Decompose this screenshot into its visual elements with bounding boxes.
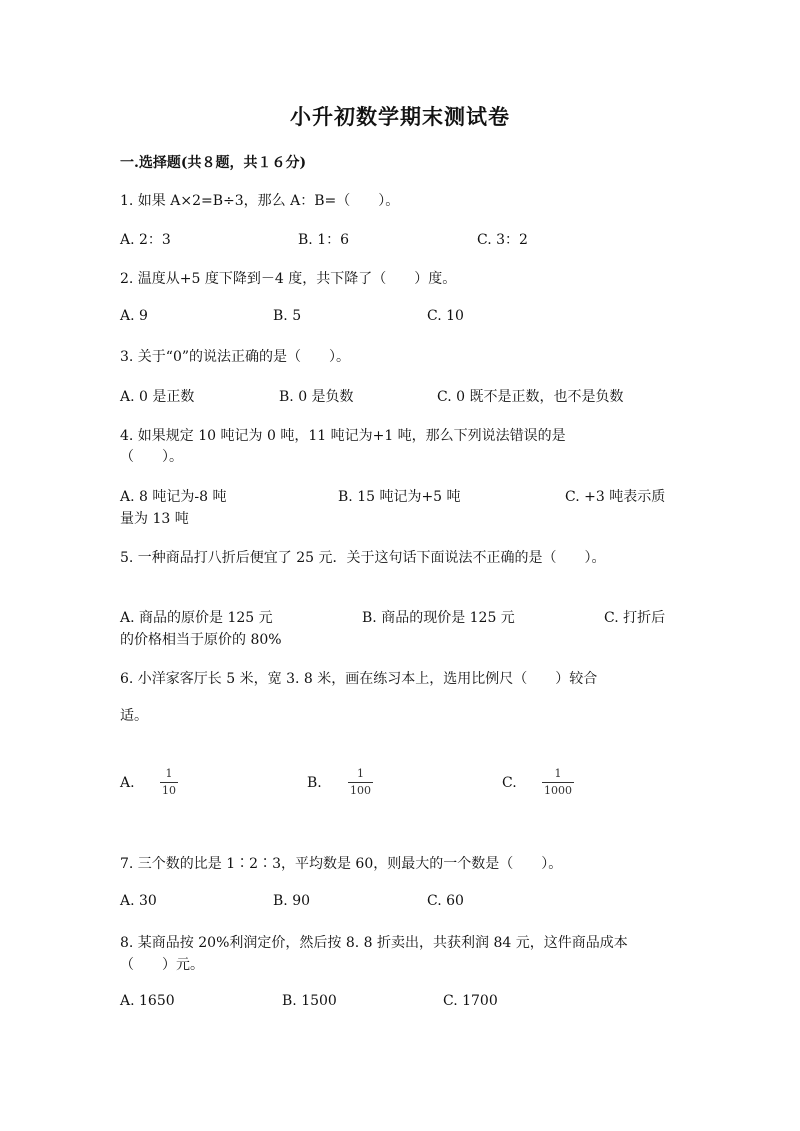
q6-option-b: B. [307, 775, 322, 791]
q7-option-a: A. 30 [120, 893, 157, 909]
question-8-cont: （ ）元。 [120, 957, 204, 973]
q5-option-c-cont: 的价格相当于原价的 80% [120, 632, 282, 648]
q6-fraction-a-numerator: 1 [165, 767, 173, 780]
q8-option-b: B. 1500 [282, 993, 337, 1009]
q6-fraction-c-numerator: 1 [554, 767, 562, 780]
question-2: 2. 温度从+5 度下降到－4 度，共下降了（ ）度。 [120, 271, 457, 287]
q6-fraction-b [348, 767, 373, 797]
q6-fraction-a-denominator: 10 [162, 784, 176, 797]
q1-option-c: C. 3：2 [477, 232, 528, 248]
fraction-bar [348, 782, 373, 783]
q6-fraction-a [160, 767, 178, 797]
question-4-cont: （ ）。 [120, 449, 183, 465]
q3-option-a: A. 0 是正数 [120, 389, 195, 405]
q6-option-c: C. [502, 775, 517, 791]
question-7: 7. 三个数的比是 1∶2∶3，平均数是 60，则最大的一个数是（ ）。 [120, 856, 563, 872]
question-1: 1. 如果 A×2=B÷3，那么 A：B=（ ）。 [120, 193, 400, 209]
q4-option-b: B. 15 吨记为+5 吨 [338, 489, 461, 505]
q2-option-b: B. 5 [273, 308, 302, 324]
q8-option-a: A. 1650 [120, 993, 175, 1009]
q5-option-c: C. 打折后 [604, 610, 666, 626]
q4-option-a: A. 8 吨记为-8 吨 [120, 489, 227, 505]
question-5: 5. 一种商品打八折后便宜了 25 元．关于这句话下面说法不正确的是（ ）。 [120, 550, 606, 566]
q6-fraction-b-numerator: 1 [357, 767, 364, 780]
question-4: 4. 如果规定 10 吨记为 0 吨，11 吨记为+1 吨，那么下列说法错误的是 [120, 428, 566, 444]
q6-fraction-c-denominator: 1000 [544, 784, 572, 797]
q6-option-a: A. [120, 775, 135, 791]
q4-option-c: C. +3 吨表示质 [565, 489, 666, 505]
q2-option-a: A. 9 [120, 308, 148, 324]
q1-option-a: A. 2：3 [120, 232, 171, 248]
section-heading: 一.选择题(共８题，共１６分) [120, 155, 307, 171]
q7-option-c: C. 60 [427, 893, 464, 909]
q3-option-c: C. 0 既不是正数，也不是负数 [437, 389, 624, 405]
fraction-bar [160, 782, 178, 783]
question-3: 3. 关于“0”的说法正确的是（ ）。 [120, 349, 351, 365]
q6-fraction-b-denominator: 100 [350, 784, 371, 797]
q6-fraction-c [542, 767, 574, 797]
page-title: 小升初数学期末测试卷 [290, 104, 510, 129]
question-8: 8. 某商品按 20%利润定价，然后按 8. 8 折卖出，共获利润 84 元，这件商品成本 [120, 935, 628, 951]
q7-option-b: B. 90 [273, 893, 311, 909]
fraction-bar [542, 782, 574, 783]
q1-option-b: B. 1：6 [298, 232, 350, 248]
question-6-cont: 适。 [120, 708, 148, 724]
q2-option-c: C. 10 [427, 308, 464, 324]
question-6: 6. 小洋家客厅长 5 米，宽 3. 8 米，画在练习本上，选用比例尺（ ）较合 [120, 671, 598, 687]
q5-option-b: B. 商品的现价是 125 元 [362, 610, 515, 626]
q5-option-a: A. 商品的原价是 125 元 [120, 610, 273, 626]
q3-option-b: B. 0 是负数 [279, 389, 354, 405]
q4-option-c-cont: 量为 13 吨 [120, 511, 189, 527]
q8-option-c: C. 1700 [443, 993, 498, 1009]
